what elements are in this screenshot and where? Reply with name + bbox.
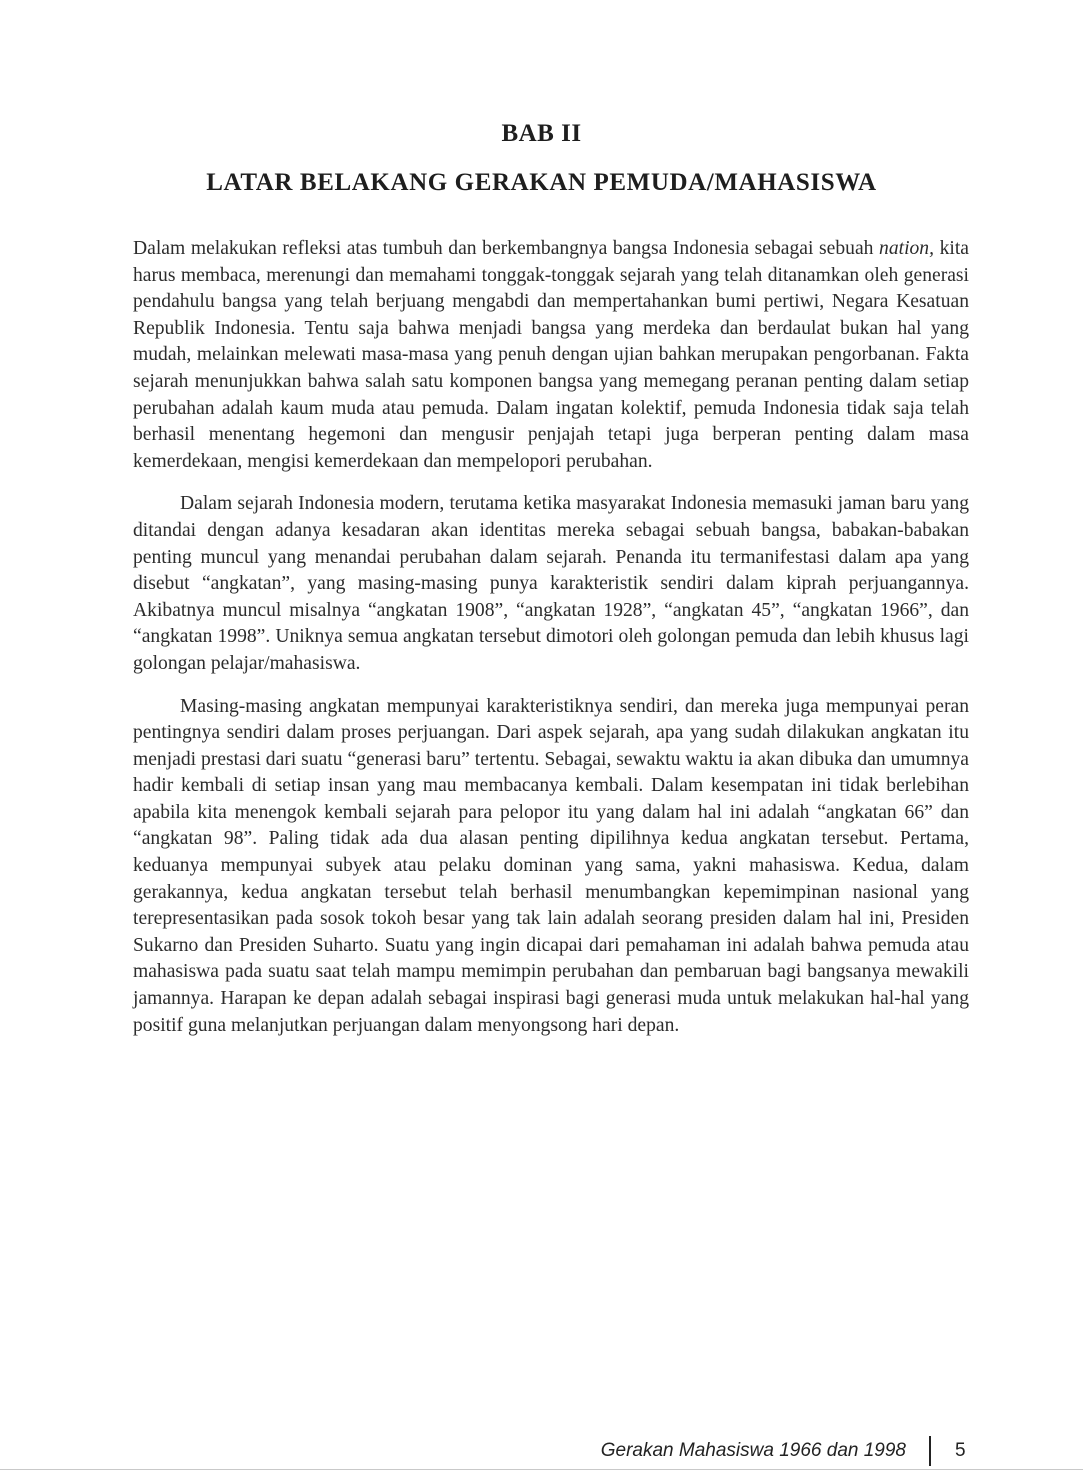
paragraph-3: Masing-masing angkatan mempunyai karakteristiknya sendiri, dan mereka juga mempunyai peran pentingnya sendiri dalam proses perjuangan. Dari aspek sejarah, apa yang sudah dilakukan angkatan itu menjadi prestasi dari suatu “generasi baru” tertentu. Sebagai, sewaktu waktu ia akan dibuka dan umumnya hadir kembali di setiap insan yang mau membacanya kembali. Dalam kesempatan ini tidak berlebihan apabila kita menengok kembali sejarah para pelopor itu yang dalam hal ini adalah “angkatan 66” dan “angkatan 98”. Paling tidak ada dua alasan penting dipilihnya kedua angkatan tersebut. Pertama, keduanya mempunyai subyek atau pelaku dominan yang sama, yakni mahasiswa. Kedua, dalam gerakannya, kedua angkatan tersebut telah berhasil menumbangkan kepemimpinan nasional yang terepresentasikan pada sosok tokoh besar yang tak lain adalah seorang presiden dalam hal ini, Presiden Sukarno dan Presiden Suharto. Suatu yang ingin dicapai dari pemahaman ini adalah bahwa pemuda atau mahasiswa pada suatu saat telah mampu memimpin perubahan dan pembaruan bagi bangsanya mewakili jamannya. Harapan ke depan adalah sebagai inspirasi bagi generasi muda untuk melakukan hal-hal yang positif guna melanjutkan perjuangan dalam menyongsong hari depan. xyxy=(133,695,969,1036)
footer-book-title: Gerakan Mahasiswa 1966 dan 1998 xyxy=(600,1440,906,1461)
paragraph-1-text-end: kita harus membaca, merenungi dan memahami tonggak-tonggak sejarah yang telah ditanamkan oleh generasi pendahulu bangsa yang telah berjuang mengabdi dan mempertahankan bumi pertiwi, Negara Kesatuan Republik Indonesia. Tentu saja bahwa menjadi bangsa yang merdeka dan berdaulat bukan hal yang mudah, melainkan melewati masa-masa yang penuh dengan ujian bahkan merupakan pengorbanan. Fakta sejarah menunjukkan bahwa salah satu komponen bangsa yang memegang peranan penting dalam setiap perubahan adalah kaum muda atau pemuda. Dalam ingatan kolektif, pemuda Indonesia tidak saja telah berhasil menentang hegemoni dan mengusir penjajah tetapi juga berperan penting dalam masa kemerdekaan, mengisi kemerdekaan dan mempelopori perubahan. xyxy=(133,238,969,472)
chapter-number: BAB II xyxy=(501,120,582,147)
body-text xyxy=(133,236,969,1055)
paragraph-1-text-start: Dalam melakukan refleksi atas tumbuh dan berkembangnya bangsa Indonesia sebagai sebuah xyxy=(133,238,880,259)
paragraph-2: Dalam sejarah Indonesia modern, terutama ketika masyarakat Indonesia memasuki jaman baru yang ditandai dengan adanya kesadaran akan identitas mereka sebagai sebuah bangsa, babakan-babakan penting muncul yang menandai perubahan dalam sejarah. Penanda itu termanifestasi dalam apa yang disebut “angkatan”, yang masing-masing punya karakteristik sendiri dalam kiprah perjuangannya. Akibatnya muncul misalnya “angkatan 1908”, “angkatan 1928”, “angkatan 45”, “angkatan 1966”, dan “angkatan 1998”. Uniknya semua angkatan tersebut dimotori oleh golongan pemuda dan lebih khusus lagi golongan pelajar/mahasiswa. xyxy=(133,493,969,674)
page-number: 5 xyxy=(955,1440,966,1461)
paragraph-1-italic-term: nation, xyxy=(879,238,935,259)
page-bottom-edge-line xyxy=(0,1469,1083,1470)
page-footer xyxy=(0,1436,1083,1466)
paragraph-1 xyxy=(133,236,969,475)
chapter-title: LATAR BELAKANG GERAKAN PEMUDA/MAHASISWA xyxy=(206,169,877,196)
footer-divider xyxy=(929,1436,931,1466)
